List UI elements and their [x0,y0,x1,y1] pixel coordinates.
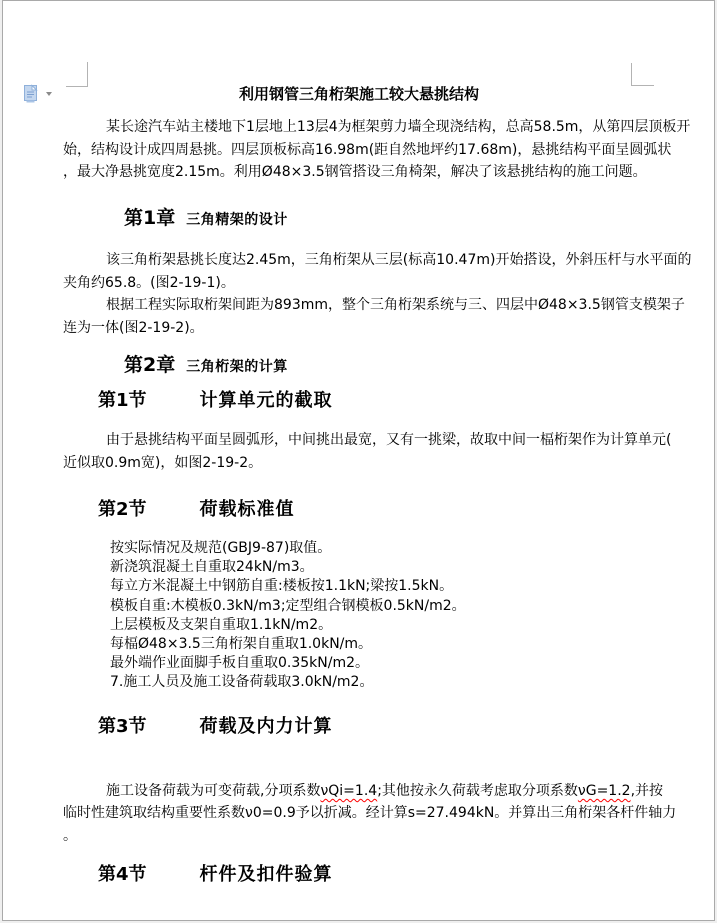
list-item: 每楅Ø48×3.5三角桁架自重取1.0kN/m。 [110,636,373,653]
text-line: ，最大净悬挑宽度2.15m。利用Ø48×3.5钢管搭设三角椅架，解决了该悬挑结构的施工问题。 [63,164,647,181]
text-line [63,780,664,802]
section-1-heading [63,386,333,412]
section-4-heading [63,860,333,886]
text-segment: ;其他按永久荷载考虑取分项系数 [377,783,578,799]
section-1-paragraph [63,429,672,474]
section-number: 第4节 [98,864,147,885]
section-3-heading [63,712,333,738]
section-number: 第2节 [98,499,147,520]
paste-options-button[interactable] [23,84,55,104]
chapter-number: 第1章 [124,207,176,229]
text-segment: 施工设备荷载为可变荷载,分项系数 [106,783,321,799]
text-line: 始，结构设计成四周悬挑。四层顶板标高16.98m(距自然地坪约17.68m)，悬挑结构平面呈圆弧状 [63,141,672,158]
section-number: 第3节 [98,716,147,737]
text-line: 。 [63,827,77,844]
chapter-2-heading [63,350,288,377]
paste-options-icon [23,89,40,108]
list-item: 模板自重:木模板0.3kN/m3;定型组合钢模板0.5kN/m2。 [110,597,466,614]
section-title: 荷载及内力计算 [199,716,333,737]
section-3-paragraph [63,780,677,847]
list-item: 上层模板及支架自重取1.1kN/m2。 [110,616,333,633]
document-page [2,0,715,921]
text-line: 夹角约65.8。(图2-19-1)。 [63,274,235,291]
chapter-title: 三角桁架的计算 [186,359,288,375]
list-item: 最外端作业面脚手板自重取0.35kN/m2。 [110,655,370,672]
spellcheck-flagged-text: νG=1.2 [577,783,631,799]
chapter-1-heading [63,203,288,230]
section-title: 荷载标准值 [199,499,295,520]
text-line: 连为一体(图2-19-2)。 [63,319,204,336]
chapter-number: 第2章 [124,354,176,376]
chevron-down-icon [46,92,52,96]
text-line: 根据工程实际取桁架间距为893mm，整个三角桁架系统与三、四层中Ø48×3.5钢管支模架子 [106,297,685,314]
spellcheck-flagged-text: νQi=1.4 [320,783,378,799]
list-item: 每立方米混凝土中钢筋自重:楼板按1.1kN;梁按1.5kN。 [110,578,454,595]
intro-paragraph [63,116,691,184]
document-title: 利用钢管三角桁架施工较大悬挑结构 [238,85,479,103]
text-line: 近似取0.9m宽)，如图2-19-2。 [63,454,263,471]
text-line: 某长途汽车站主楼地下1层地上13层4为框架剪力墙全现浇结构，总高58.5m，从第四层顶板开 [106,119,691,135]
text-line: 由于悬挑结构平面呈圆弧形，中间挑出最宽，又有一挑梁，故取中间一楅桁架作为计算单元( [106,432,672,448]
text-line: 临时性建筑取结构重要性系数ν0=0.9予以折减。经计算s=27.494kN。并算出三角桁架各杆件轴力 [63,805,677,822]
section-title: 杆件及扣件验算 [199,864,333,885]
text-segment: ,并按 [630,783,664,799]
load-values-list [110,539,466,693]
list-item: 按实际情况及规范(GBJ9-87)取值。 [110,540,332,556]
list-item: 7.施工人员及施工设备荷载取3.0kN/m2。 [110,674,374,691]
section-title: 计算单元的截取 [199,390,333,411]
section-number: 第1节 [98,390,147,411]
list-item: 新浇筑混凝土自重取24kN/m3。 [110,559,314,576]
section-2-heading [63,495,295,521]
chapter-1-paragraph [63,249,692,339]
chapter-title: 三角精架的设计 [186,212,288,228]
text-line: 该三角桁架悬挑长度达2.45m，三角桁架从三层(标高10.47m)开始搭设，外斜压杆与水平面的 [106,252,692,268]
